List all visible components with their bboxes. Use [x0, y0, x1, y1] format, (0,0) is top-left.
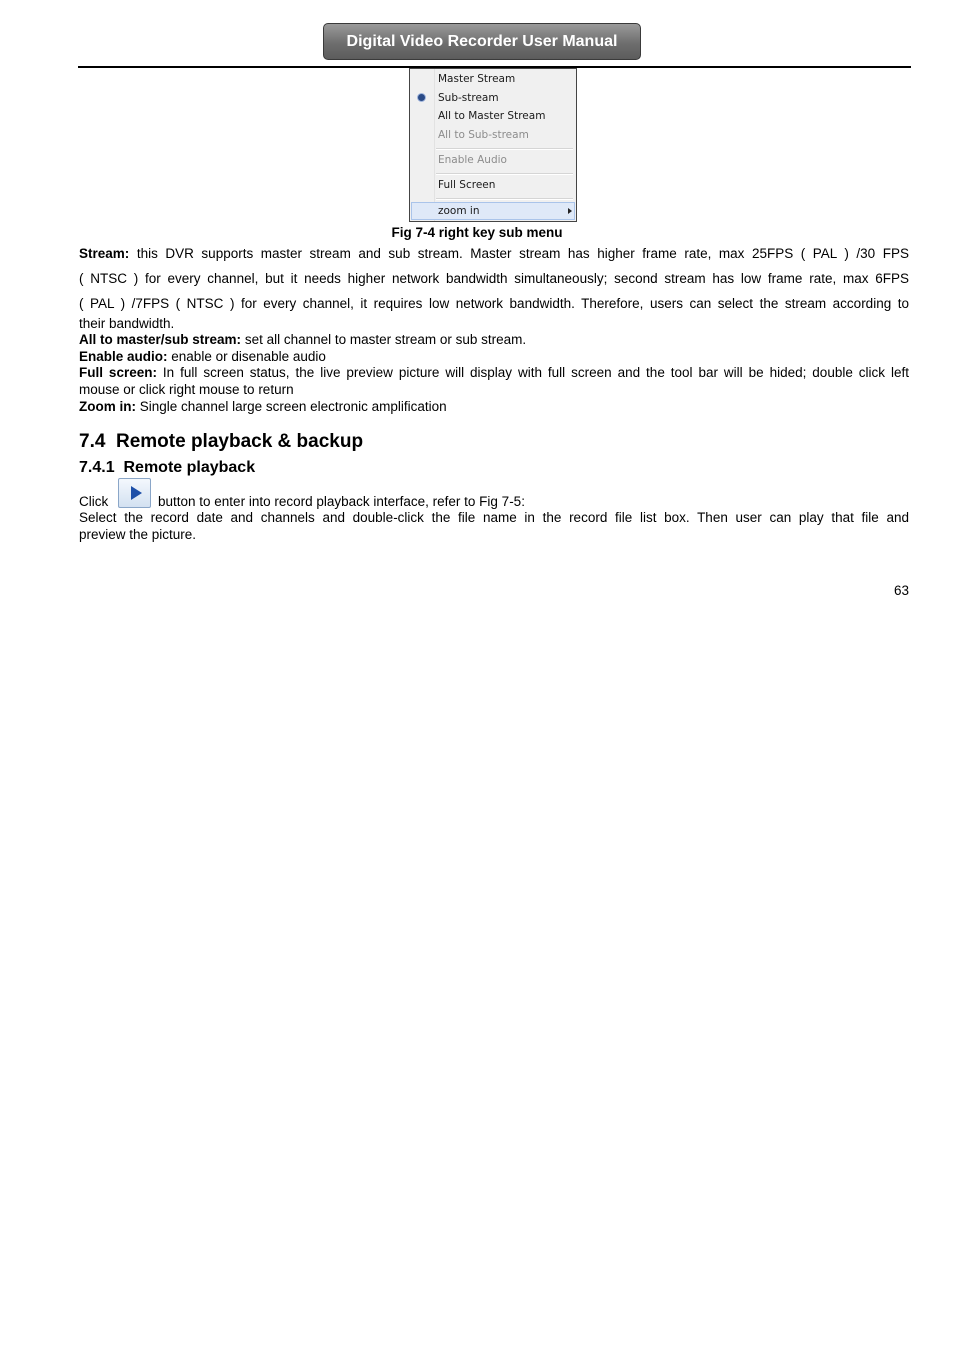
- subsection-title: Remote playback: [123, 459, 256, 476]
- manual-title-badge: [323, 23, 641, 60]
- subsection-number: 7.4.1: [79, 459, 115, 476]
- enable-audio-label: Enable audio:: [79, 349, 168, 364]
- menu-separator: [436, 198, 573, 200]
- playback-line-2: preview the picture.: [79, 527, 197, 542]
- full-screen-text: In full screen status, the live preview picture will display with full screen and the tool bar will be hided; double click left: [162, 365, 909, 380]
- all-to-paragraph: [79, 331, 909, 348]
- figure-caption: Fig 7-4 right key sub menu: [391, 225, 563, 240]
- playback-line-1: Select the record date and channels and double-click the file name in the record file list box. Then user can play that file and: [79, 510, 909, 525]
- stream-line-1: [79, 245, 909, 262]
- section-number: 7.4: [79, 431, 106, 452]
- menu-item-master-stream[interactable]: Master Stream: [438, 73, 516, 85]
- section-title: Remote playback & backup: [115, 431, 364, 452]
- submenu-arrow-icon: [568, 208, 572, 214]
- stream-line-4: their bandwidth.: [79, 316, 175, 331]
- stream-line-3: ( PAL ) /7FPS ( NTSC ) for every channel, it requires low network bandwidth. Therefore, users can select the stream according to: [79, 296, 909, 311]
- zoom-in-text: Single channel large screen electronic amplification: [139, 399, 447, 414]
- menu-separator: [436, 173, 573, 175]
- menu-item-enable-audio: Enable Audio: [438, 154, 507, 166]
- zoom-in-paragraph: [79, 398, 909, 415]
- full-screen-label: Full screen:: [79, 365, 157, 380]
- selected-radio-icon: [418, 94, 425, 101]
- full-screen-line-1: [79, 364, 909, 381]
- enable-audio-text: enable or disenable audio: [171, 349, 326, 364]
- subsection-heading: [79, 459, 255, 477]
- playback-button: [118, 478, 151, 508]
- menu-item-full-screen[interactable]: Full Screen: [438, 179, 496, 191]
- menu-item-all-to-sub: All to Sub-stream: [438, 129, 529, 141]
- manual-title: Digital Video Recorder User Manual: [346, 32, 618, 50]
- menu-item-all-to-master[interactable]: All to Master Stream: [438, 110, 546, 122]
- menu-item-sub-stream[interactable]: Sub-stream: [438, 92, 499, 104]
- click-suffix: button to enter into record playback interface, refer to Fig 7-5:: [158, 494, 525, 509]
- section-heading: [79, 431, 363, 453]
- enable-audio-paragraph: [79, 348, 909, 365]
- all-to-label: All to master/sub stream:: [79, 332, 242, 347]
- zoom-in-label: Zoom in:: [79, 399, 136, 414]
- page-number: 63: [893, 583, 909, 598]
- context-menu-figure: [409, 68, 577, 222]
- play-icon: [131, 486, 142, 500]
- full-screen-line-2: mouse or click right mouse to return: [79, 382, 294, 397]
- menu-item-zoom-in[interactable]: zoom in: [438, 205, 480, 217]
- menu-icon-gutter: [410, 69, 435, 221]
- stream-line-2: ( NTSC ) for every channel, but it needs higher network bandwidth simultaneously; second stream has low frame rate, max 6FPS: [79, 271, 909, 286]
- all-to-text: set all channel to master stream or sub stream.: [244, 332, 527, 347]
- stream-text: this DVR supports master stream and sub stream. Master stream has higher frame rate, max 25FPS ( PAL ) /30 FPS: [136, 246, 909, 261]
- menu-separator: [436, 148, 573, 150]
- stream-label: Stream:: [79, 246, 130, 261]
- menu-hover-highlight: [411, 202, 575, 220]
- click-prefix: Click: [79, 494, 109, 509]
